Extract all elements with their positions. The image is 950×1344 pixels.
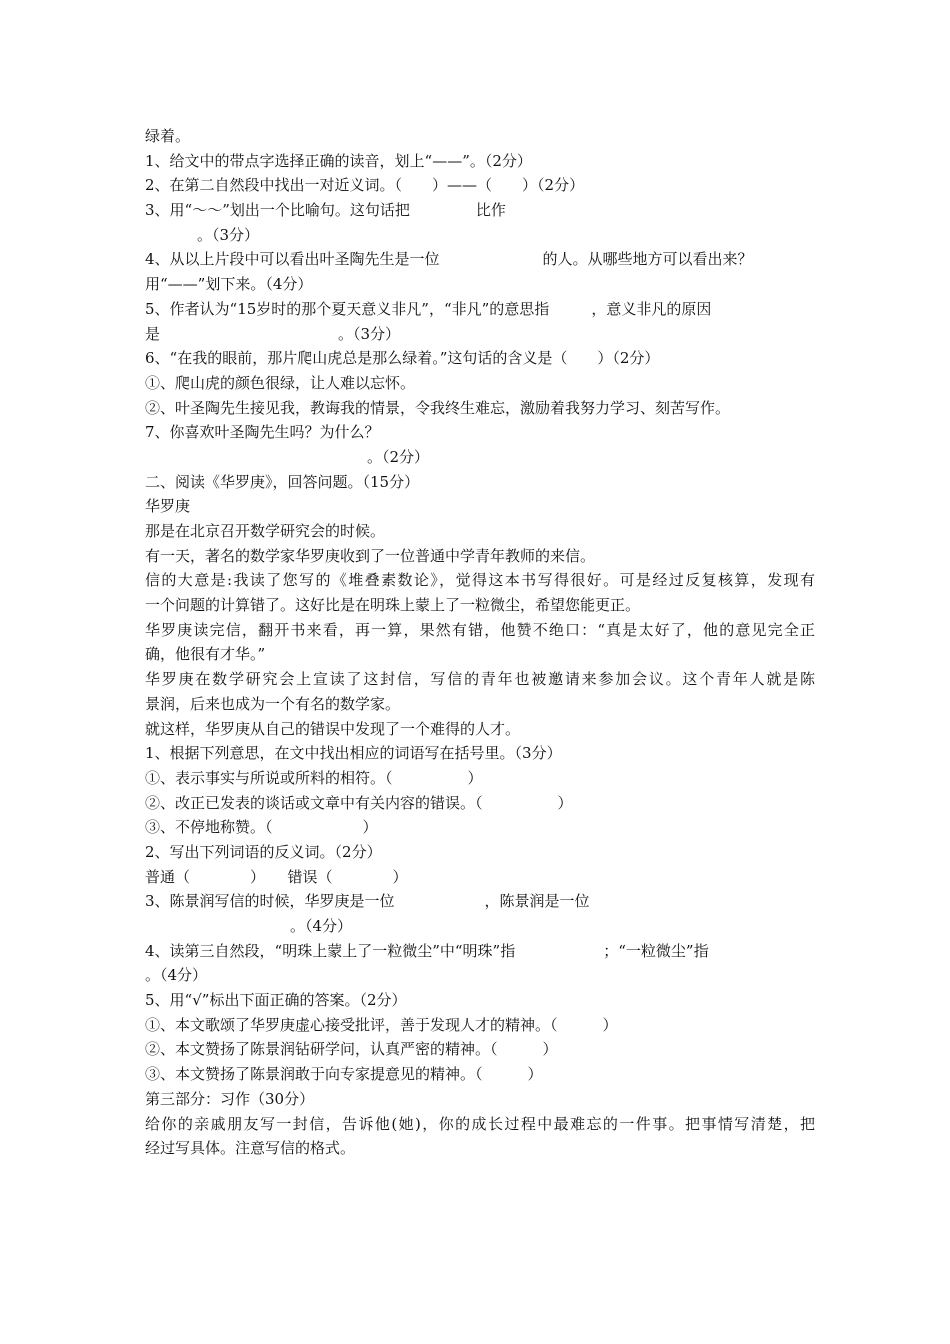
reading-question-1: 1、根据下列意思，在文中找出相应的词语写在括号里。（3分） (145, 744, 562, 763)
passage-paragraph: 就这样，华罗庚从自己的错误中发现了一个难得的人才。 (145, 719, 521, 738)
question-2: 2、在第二自然段中找出一对近义词。（ ）——（ ）（2分） (145, 176, 585, 195)
passage-paragraph: 华罗庚读完信，翻开书来看，再一算，果然有错，他赞不绝口：“真是太好了，他的意见完全正 (145, 620, 815, 639)
question-7: 7、你喜欢叶圣陶先生吗？为什么？ (145, 423, 380, 442)
question-5-part-a: 5、作者认为“15岁时的那个夏天意义非凡”，“非凡”的意思指 (145, 299, 550, 318)
writing-prompt: 给你的亲戚朋友写一封信，告诉他(她)，你的成长过程中最难忘的一件事。把事情写清楚，把 (145, 1114, 815, 1133)
option-1: ①、爬山虎的颜色很绿，让人难以忘怀。 (145, 373, 416, 392)
passage-paragraph: 那是在北京召开数学研究会的时候。 (145, 522, 386, 540)
reading-question-5: 5、用“√”标出下面正确的答案。（2分） (145, 991, 407, 1010)
passage-title: 华罗庚 (145, 497, 191, 516)
question-7-answer-line: 。（2分） (367, 447, 430, 466)
passage-paragraph: 一个问题的计算错了。这好比是在明珠上蒙上了一粒微尘，希望您能更正。 (145, 596, 641, 615)
reading-question-4-part-b: ；“一粒微尘”指 (603, 941, 709, 960)
question-3-part-b: 比作 (475, 201, 506, 220)
reading-question-3-answer-line: 。（4分） (290, 917, 353, 935)
reading-question-2: 2、写出下列词语的反义词。（2分） (145, 842, 382, 861)
question-5-part-d: 。（3分） (338, 324, 401, 343)
text-line: 绿着。 (145, 127, 191, 145)
reading-option: ①、表示事实与所说或所料的相符。（ ） (145, 768, 483, 787)
question-3-answer-line: 。（3分） (197, 225, 260, 244)
question-5-part-b: ，意义非凡的原因 (591, 299, 712, 318)
passage-paragraph: 华罗庚在数学研究会上宣读了这封信，写信的青年也被邀请来参加会议。这个青年人就是陈 (145, 670, 815, 689)
document-body (145, 124, 815, 1161)
question-5-part-c: 是 (145, 324, 161, 343)
question-5 (145, 297, 815, 322)
writing-prompt-continued: 经过写具体。注意写信的格式。 (145, 1139, 356, 1158)
reading-question-3 (145, 889, 815, 914)
section-2-heading: 二、阅读《华罗庚》，回答问题。（15分） (145, 472, 420, 491)
question-3-part-a: 3、用“～～”划出一个比喻句。这句话把 (145, 201, 410, 220)
question-4-part-b: 的人。从哪些地方可以看出来？ (542, 250, 753, 269)
reading-choice: ①、本文歌颂了华罗庚虚心接受批评，善于发现人才的精神。（ ） (145, 1015, 618, 1034)
reading-question-3-part-b: ，陈景润是一位 (484, 892, 590, 911)
question-1: 1、给文中的带点字选择正确的读音，划上“——”。（2分） (145, 151, 532, 170)
question-6: 6、“在我的眼前，那片爬山虎总是那么绿着。”这句话的含义是（ ）（2分） (145, 349, 660, 368)
option-2: ②、叶圣陶先生接见我，教诲我的情景，令我终生难忘，激励着我努力学习、刻苦写作。 (145, 398, 731, 417)
reading-option: ③、不停地称赞。（ ） (145, 818, 378, 837)
reading-choice: ③、本文赞扬了陈景润敢于向专家提意见的精神。（ ） (145, 1065, 543, 1084)
reading-option: ②、改正已发表的谈话或文章中有关内容的错误。（ ） (145, 793, 573, 812)
question-5-continued (145, 322, 815, 347)
question-4 (145, 247, 815, 272)
passage-paragraph: 确，他很有才华。” (145, 645, 266, 664)
antonym-blanks: 普通（ ） 错误（ ） (145, 867, 408, 886)
reading-question-4-part-a: 4、读第三自然段，“明珠上蒙上了一粒微尘”中“明珠”指 (145, 941, 516, 960)
question-3 (145, 198, 815, 223)
reading-question-4 (145, 939, 815, 964)
section-3-heading: 第三部分：习作（30分） (145, 1089, 315, 1108)
passage-paragraph: 景润，后来也成为一个有名的数学家。 (145, 694, 401, 713)
reading-question-4-continued: 。（4分） (145, 966, 208, 985)
question-4-continued: 用“——”划下来。（4分） (145, 275, 313, 294)
question-4-part-a: 4、从以上片段中可以看出叶圣陶先生是一位 (145, 250, 440, 269)
passage-paragraph: 有一天，著名的数学家华罗庚收到了一位普通中学青年教师的来信。 (145, 546, 596, 565)
reading-question-3-part-a: 3、陈景润写信的时候，华罗庚是一位 (145, 892, 395, 911)
passage-paragraph: 信的大意是:我读了您写的《堆叠素数论》，觉得这本书写得很好。可是经过反复核算，发现有 (145, 571, 815, 590)
reading-choice: ②、本文赞扬了陈景润钻研学问，认真严密的精神。（ ） (145, 1040, 558, 1059)
